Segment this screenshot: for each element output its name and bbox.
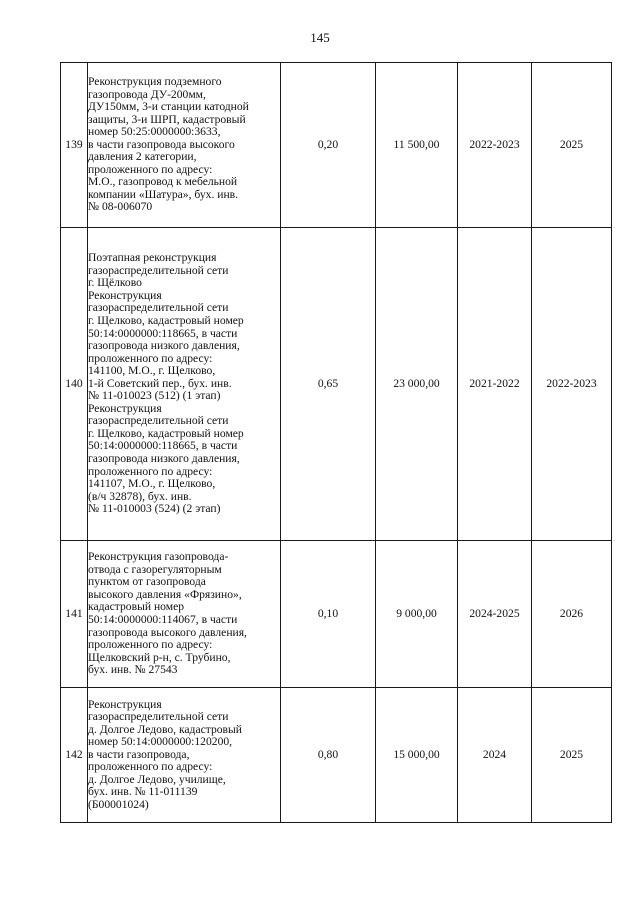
description-line: компании «Шатура», бух. инв. (88, 187, 239, 201)
description-line: газораспределительной сети (88, 414, 229, 428)
description-line: бух. инв. № 27543 (88, 663, 178, 677)
description-line: Реконструкция газопровода- (88, 550, 229, 564)
object-description (88, 63, 281, 228)
description-line: М.О., газопровод к мебельной (88, 175, 238, 189)
description-line: высокого давления «Фрязино», (88, 587, 242, 601)
description-line: д. Долгое Ледово, кадастровый (88, 722, 243, 736)
description-line: газопровода ДУ-200мм, (88, 87, 206, 101)
description-line: газопровода низкого давления, (88, 452, 240, 465)
cost-value: 23 000,00 (376, 228, 458, 541)
description-line: газораспределительной сети (88, 710, 229, 724)
description-line: г. Щелково, кадастровый номер (88, 313, 244, 327)
table-body (61, 63, 612, 823)
description-line: Реконструкция (88, 401, 162, 415)
description-line: газораспределительной сети (88, 301, 229, 315)
description-line: (в/ч 32878), бух. инв. (88, 489, 192, 503)
description-line: № 08-006070 (88, 200, 153, 214)
description-line: 50:14:0000000:114067, в части (88, 613, 238, 626)
description-line: 50:14:0000000:118665, в части (88, 326, 238, 340)
description-line: г. Щёлково (88, 276, 142, 290)
description-line: давления 2 категории, (88, 150, 197, 164)
row-number: 141 (61, 541, 88, 688)
description-line: кадастровый номер (88, 600, 185, 614)
description-line: проложенного по адресу: (88, 464, 213, 478)
object-description (88, 541, 281, 688)
completion-year: 2026 (532, 541, 612, 688)
description-line: Поэтапная реконструкция (88, 251, 217, 265)
page-number: 145 (310, 30, 330, 45)
row-number: 140 (61, 228, 88, 541)
object-description (88, 688, 281, 823)
description-line: 141107, М.О., г. Щелково, (88, 477, 216, 491)
description-line: д. Долгое Ледово, училище, (88, 772, 226, 786)
description-line: № 11-010023 (512) (1 этап) (88, 389, 221, 403)
row-number: 139 (61, 63, 88, 228)
description-line: номер 50:14:0000000:120200, (88, 735, 233, 749)
description-line: 50:14:0000000:118665, в части (88, 439, 238, 453)
period-years: 2022-2023 (458, 63, 532, 228)
description-line: газопровода низкого давления, (88, 339, 240, 353)
description-line: Реконструкция (88, 697, 162, 711)
investment-table (60, 62, 612, 823)
description-line: пунктом от газопровода (88, 575, 206, 589)
description-line: защиты, 3-и ШРП, кадастровый (88, 112, 246, 126)
description-line: № 11-010003 (524) (2 этап) (88, 502, 221, 516)
description-line: отвода с газорегуляторным (88, 562, 222, 576)
table-row (61, 63, 612, 228)
length-km: 0,80 (281, 688, 376, 823)
description-line: проложенного по адресу: (88, 162, 213, 176)
cost-value: 15 000,00 (376, 688, 458, 823)
description-line: проложенного по адресу: (88, 638, 213, 652)
length-km: 0,10 (281, 541, 376, 688)
description-line: в части газопровода высокого (88, 137, 235, 151)
row-number: 142 (61, 688, 88, 823)
description-line: газораспределительной сети (88, 263, 229, 277)
description-line: г. Щелково, кадастровый номер (88, 426, 244, 440)
description-line: Щелковский р-н, с. Трубино, (88, 650, 231, 664)
description-line: Реконструкция подземного (88, 74, 222, 88)
description-line: 1-й Советский пер., бух. инв. (88, 376, 232, 390)
completion-year: 2025 (532, 63, 612, 228)
length-km: 0,65 (281, 228, 376, 541)
description-line: 141100, М.О., г. Щелково, (88, 364, 216, 378)
cost-value: 9 000,00 (376, 541, 458, 688)
description-line: бух. инв. № 11-011139 (88, 785, 198, 799)
table-row (61, 541, 612, 688)
period-years: 2024 (458, 688, 532, 823)
description-line: газопровода высокого давления, (88, 625, 247, 639)
description-line: номер 50:25:0000000:3633, (88, 125, 221, 139)
description-line: Реконструкция (88, 288, 162, 302)
object-description (88, 228, 281, 541)
description-line: в части газопровода, (88, 747, 190, 761)
description-line: (Б00001024) (88, 797, 149, 811)
table-row (61, 228, 612, 541)
table-row (61, 688, 612, 823)
length-km: 0,20 (281, 63, 376, 228)
description-line: ДУ150мм, 3-и станции катодной (88, 100, 249, 114)
period-years: 2024-2025 (458, 541, 532, 688)
cost-value: 11 500,00 (376, 63, 458, 228)
period-years: 2021-2022 (458, 228, 532, 541)
description-line: проложенного по адресу: (88, 760, 213, 774)
completion-year: 2025 (532, 688, 612, 823)
completion-year: 2022-2023 (532, 228, 612, 541)
description-line: проложенного по адресу: (88, 351, 213, 365)
